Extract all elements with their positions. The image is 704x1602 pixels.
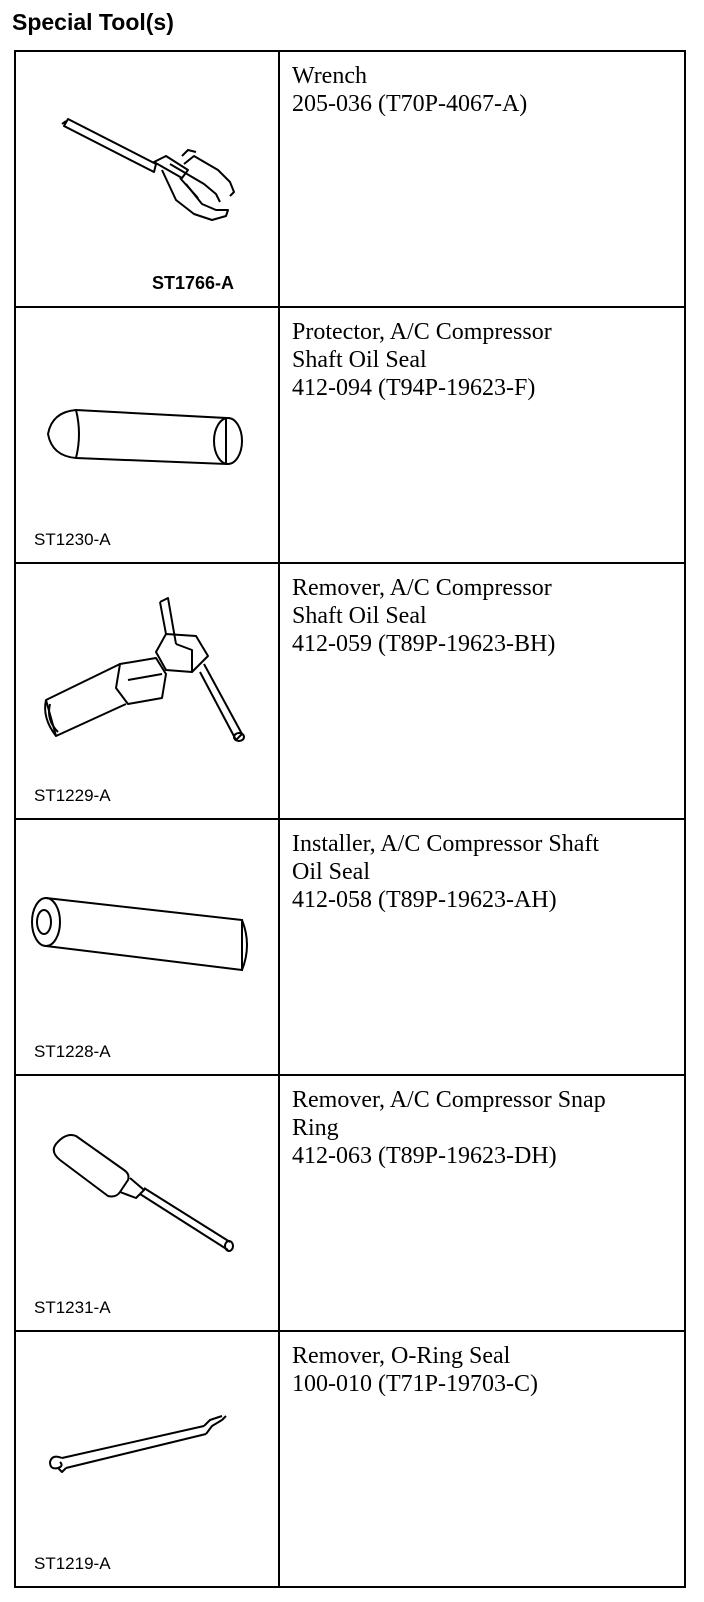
tool-description-cell	[279, 51, 685, 307]
seal-protector-icon	[16, 308, 278, 562]
tool-name: Protector, A/C Compressor	[292, 319, 552, 345]
tool-code: ST1766-A	[152, 273, 235, 293]
tool-part-number: 412-059 (T89P-19623-BH)	[292, 631, 556, 657]
tool-part-number: 412-094 (T94P-19623-F)	[292, 375, 536, 401]
table-row	[15, 307, 685, 563]
tool-name-continued: Oil Seal	[292, 859, 370, 885]
tool-part-number: 412-063 (T89P-19623-DH)	[292, 1143, 557, 1169]
tool-name: Wrench	[292, 63, 367, 89]
tool-part-number: 205-036 (T70P-4067-A)	[292, 91, 528, 117]
table-row	[15, 1075, 685, 1331]
tool-name-continued: Ring	[292, 1115, 339, 1141]
tool-name: Installer, A/C Compressor Shaft	[292, 831, 600, 857]
tool-code: ST1219-A	[34, 1554, 111, 1573]
table-row	[15, 1331, 685, 1587]
tool-description-cell	[279, 563, 685, 819]
tool-illustration-cell	[15, 563, 279, 819]
tool-code: ST1228-A	[34, 1042, 111, 1061]
tool-description-cell	[279, 819, 685, 1075]
special-tools-table	[14, 50, 686, 1588]
wrench-icon	[16, 52, 278, 306]
tool-name: Remover, O-Ring Seal	[292, 1343, 511, 1369]
table-row	[15, 563, 685, 819]
seal-installer-icon	[16, 820, 278, 1074]
tool-name: Remover, A/C Compressor Snap	[292, 1087, 606, 1113]
tool-part-number: 100-010 (T71P-19703-C)	[292, 1371, 538, 1397]
table-row	[15, 819, 685, 1075]
tool-code: ST1231-A	[34, 1298, 111, 1317]
tool-code: ST1229-A	[34, 786, 111, 805]
tool-illustration-cell	[15, 1331, 279, 1587]
tool-illustration-cell	[15, 51, 279, 307]
tool-illustration-cell	[15, 307, 279, 563]
tool-name-continued: Shaft Oil Seal	[292, 603, 427, 629]
tool-name-continued: Shaft Oil Seal	[292, 347, 427, 373]
tool-description-cell	[279, 1331, 685, 1587]
snap-ring-remover-icon	[16, 1076, 278, 1330]
o-ring-remover-icon	[16, 1332, 278, 1586]
table-row	[15, 51, 685, 307]
tool-code: ST1230-A	[34, 530, 111, 549]
tool-illustration-cell	[15, 819, 279, 1075]
page-title: Special Tool(s)	[12, 9, 174, 35]
tool-illustration-cell	[15, 1075, 279, 1331]
tool-description-cell	[279, 307, 685, 563]
tool-part-number: 412-058 (T89P-19623-AH)	[292, 887, 557, 913]
tool-description-cell	[279, 1075, 685, 1331]
seal-remover-icon	[16, 564, 278, 818]
tool-name: Remover, A/C Compressor	[292, 575, 552, 601]
